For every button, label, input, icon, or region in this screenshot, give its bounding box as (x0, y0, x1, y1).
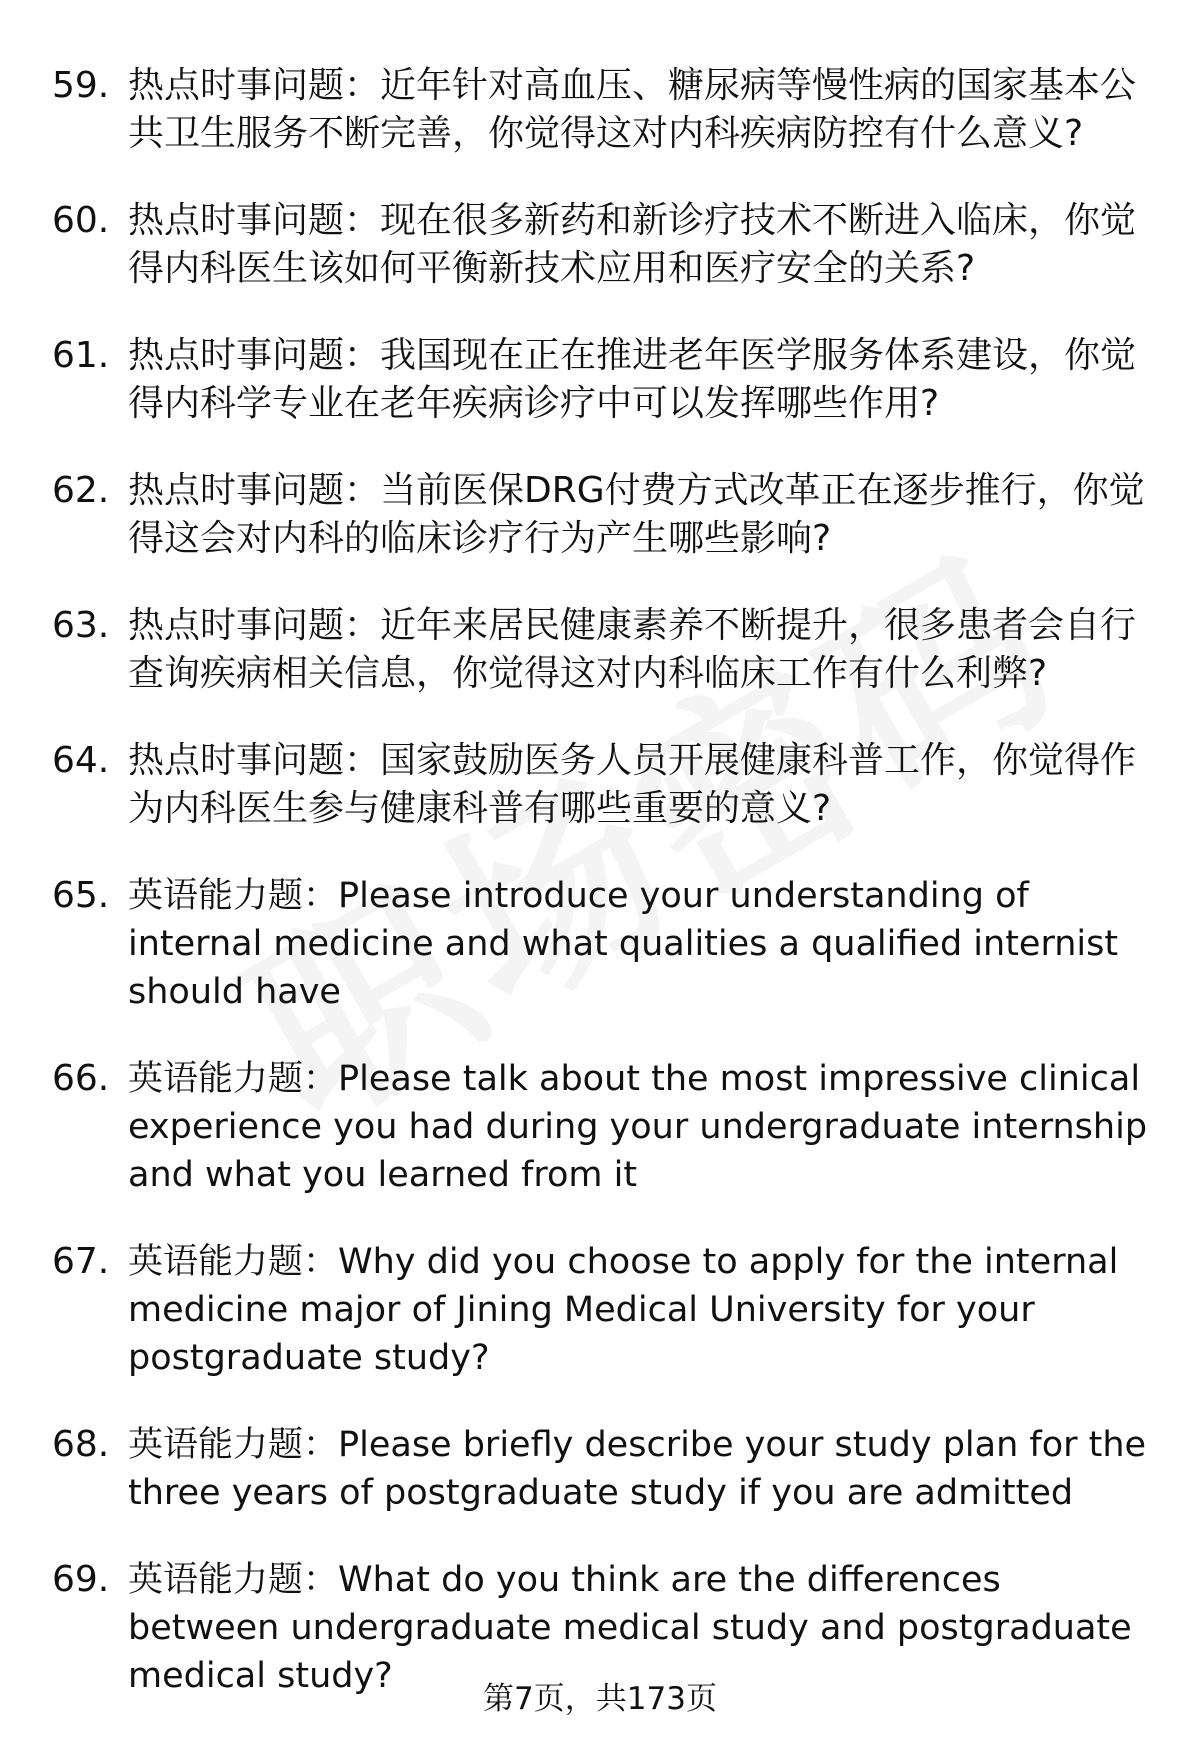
question-category: 热点时事问题： (128, 470, 381, 511)
question-category: 热点时事问题： (128, 200, 381, 241)
question-number: 59. (52, 65, 110, 106)
question-item (52, 602, 1162, 698)
question-category: 英语能力题： (128, 1242, 339, 1282)
page-indicator: 第7页，共173页 (483, 1681, 717, 1717)
question-list (52, 62, 1162, 1739)
question-item (52, 1238, 1162, 1382)
question-body (128, 737, 1162, 833)
question-text: 现在很多新药和新诊疗技术不断进入临床，你觉得内科医生该如何平衡新技术应用和医疗安全的关系? (128, 200, 1137, 289)
question-category: 英语能力题： (128, 1425, 339, 1465)
question-number: 65. (52, 875, 110, 916)
question-number: 66. (52, 1058, 110, 1099)
question-item (52, 737, 1162, 833)
question-category: 英语能力题： (128, 1059, 339, 1099)
question-category: 热点时事问题： (128, 605, 381, 646)
question-item (52, 332, 1162, 428)
question-item (52, 467, 1162, 563)
question-text: 近年针对高血压、糖尿病等慢性病的国家基本公共卫生服务不断完善，你觉得这对内科疾病防控有什么意义? (128, 65, 1137, 154)
question-body (128, 602, 1162, 698)
question-body (128, 332, 1162, 428)
question-item (52, 872, 1162, 1016)
question-number: 61. (52, 335, 110, 376)
question-number: 69. (52, 1559, 110, 1600)
question-text: 国家鼓励医务人员开展健康科普工作，你觉得作为内科医生参与健康科普有哪些重要的意义? (128, 740, 1137, 829)
question-text: Please talk about the most impressive clinical experience you had during your undergraduate internship and what you learned from it (128, 1059, 1148, 1195)
question-text: 我国现在正在推进老年医学服务体系建设，你觉得内科学专业在老年疾病诊疗中可以发挥哪些作用? (128, 335, 1137, 424)
question-text: What do you think are the differences between undergraduate medical study and postgraduate medical study? (128, 1560, 1132, 1696)
question-category: 英语能力题： (128, 1560, 339, 1600)
question-body (128, 1421, 1162, 1517)
question-body (128, 467, 1162, 563)
question-number: 67. (52, 1241, 110, 1282)
question-text: 近年来居民健康素养不断提升，很多患者会自行查询疾病相关信息，你觉得这对内科临床工作有什么利弊? (128, 605, 1137, 694)
question-item (52, 1055, 1162, 1199)
question-number: 60. (52, 200, 110, 241)
question-category: 英语能力题： (128, 876, 339, 916)
question-text: Please briefly describe your study plan for the three years of postgraduate study if you are admitted (128, 1425, 1147, 1513)
question-text: Please introduce your understanding of internal medicine and what qualities a qualified internist should have (128, 876, 1119, 1012)
question-number: 62. (52, 470, 110, 511)
question-number: 68. (52, 1424, 110, 1465)
question-number: 63. (52, 605, 110, 646)
question-category: 热点时事问题： (128, 335, 381, 376)
question-body (128, 1055, 1162, 1199)
question-category: 热点时事问题： (128, 65, 381, 106)
question-item (52, 1421, 1162, 1517)
question-item (52, 62, 1162, 158)
question-text: Why did you choose to apply for the internal medicine major of Jining Medical University for your postgraduate study? (128, 1242, 1119, 1378)
question-item (52, 197, 1162, 293)
question-body (128, 872, 1162, 1016)
question-body (128, 62, 1162, 158)
question-number: 64. (52, 740, 110, 781)
question-body (128, 197, 1162, 293)
question-category: 热点时事问题： (128, 740, 381, 781)
question-text: 当前医保DRG付费方式改革正在逐步推行，你觉得这会对内科的临床诊疗行为产生哪些影响? (128, 470, 1145, 559)
question-body (128, 1238, 1162, 1382)
